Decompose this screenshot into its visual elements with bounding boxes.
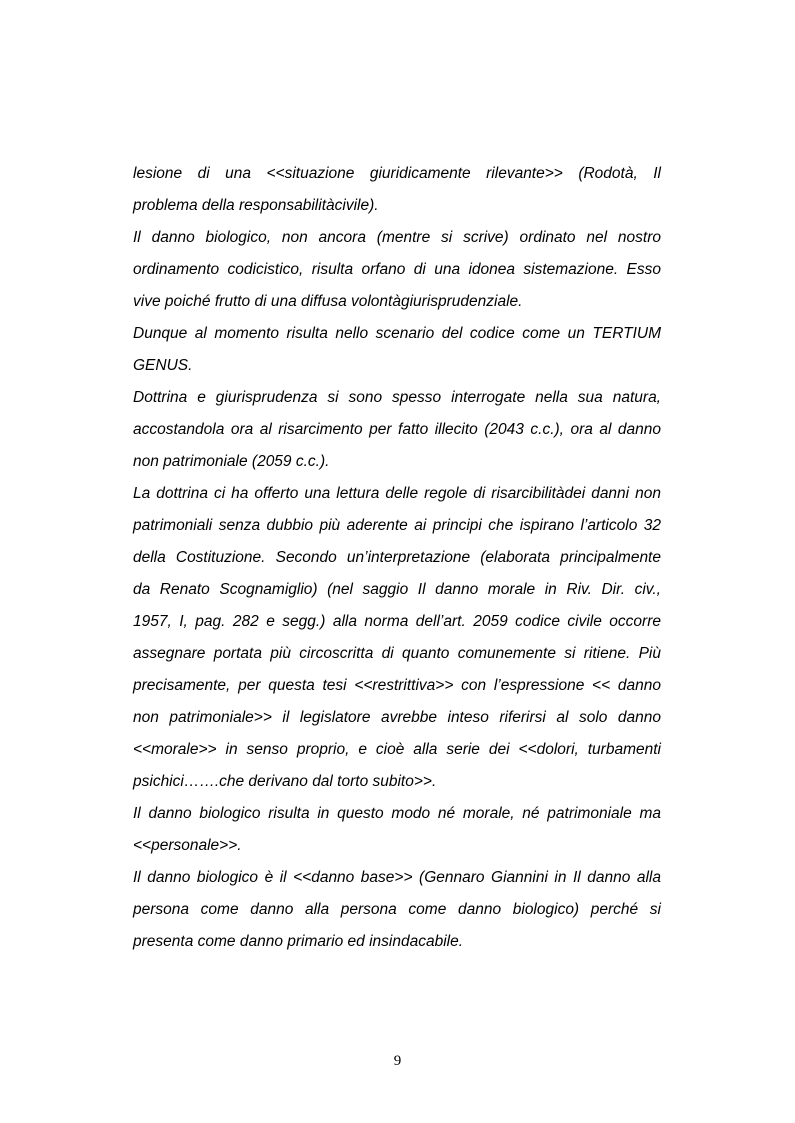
text-line: presenta come danno primario ed insindacabile.: [133, 933, 464, 950]
text-line: vive poiché frutto di una diffusa volontàgiurisprudenziale.: [133, 293, 523, 310]
text-line: assegnare portata più circoscritta di quanto comunemente si ritiene. Più: [133, 645, 661, 662]
text-line: <<morale>> in senso proprio, e cioè alla serie dei <<dolori, turbamenti: [133, 741, 661, 758]
text-line: Dottrina e giurisprudenza si sono spesso interrogate nella sua natura,: [133, 389, 661, 406]
text-line: patrimoniali senza dubbio più aderente ai principi che ispirano l’articolo 32: [133, 517, 661, 534]
text-line: della Costituzione. Secondo un’interpretazione (elaborata principalmente: [133, 549, 661, 566]
text-line: precisamente, per questa tesi <<restrittiva>> con l’espressione << danno: [133, 677, 661, 694]
text-line: La dottrina ci ha offerto una lettura delle regole di risarcibilitàdei danni non: [133, 485, 661, 502]
text-line: Il danno biologico risulta in questo modo né morale, né patrimoniale ma: [133, 805, 661, 822]
page-number: 9: [393, 1053, 402, 1069]
text-line: lesione di una <<situazione giuridicamente rilevante>> (Rodotà, Il: [133, 165, 661, 182]
text-line: psichici…….che derivano dal torto subito>>.: [133, 773, 437, 790]
text-line: 1957, I, pag. 282 e segg.) alla norma dell’art. 2059 codice civile occorre: [133, 613, 661, 630]
text-line: non patrimoniale (2059 c.c.).: [133, 453, 330, 470]
body-text: [133, 158, 661, 958]
text-line: accostandola ora al risarcimento per fatto illecito (2043 c.c.), ora al danno: [133, 421, 661, 438]
text-line: GENUS.: [133, 357, 193, 374]
text-line: Dunque al momento risulta nello scenario del codice come un TERTIUM: [133, 325, 661, 342]
text-line: Il danno biologico è il <<danno base>> (Gennaro Giannini in Il danno alla: [133, 869, 661, 886]
text-line: ordinamento codicistico, risulta orfano di una idonea sistemazione. Esso: [133, 261, 661, 278]
text-line: persona come danno alla persona come danno biologico) perché si: [133, 901, 661, 918]
text-line: da Renato Scognamiglio) (nel saggio Il danno morale in Riv. Dir. civ.,: [133, 581, 661, 598]
text-line: non patrimoniale>> il legislatore avrebbe inteso riferirsi al solo danno: [133, 709, 661, 726]
text-line: problema della responsabilitàcivile).: [133, 197, 379, 214]
text-line: <<personale>>.: [133, 837, 242, 854]
text-line: Il danno biologico, non ancora (mentre si scrive) ordinato nel nostro: [133, 229, 661, 246]
